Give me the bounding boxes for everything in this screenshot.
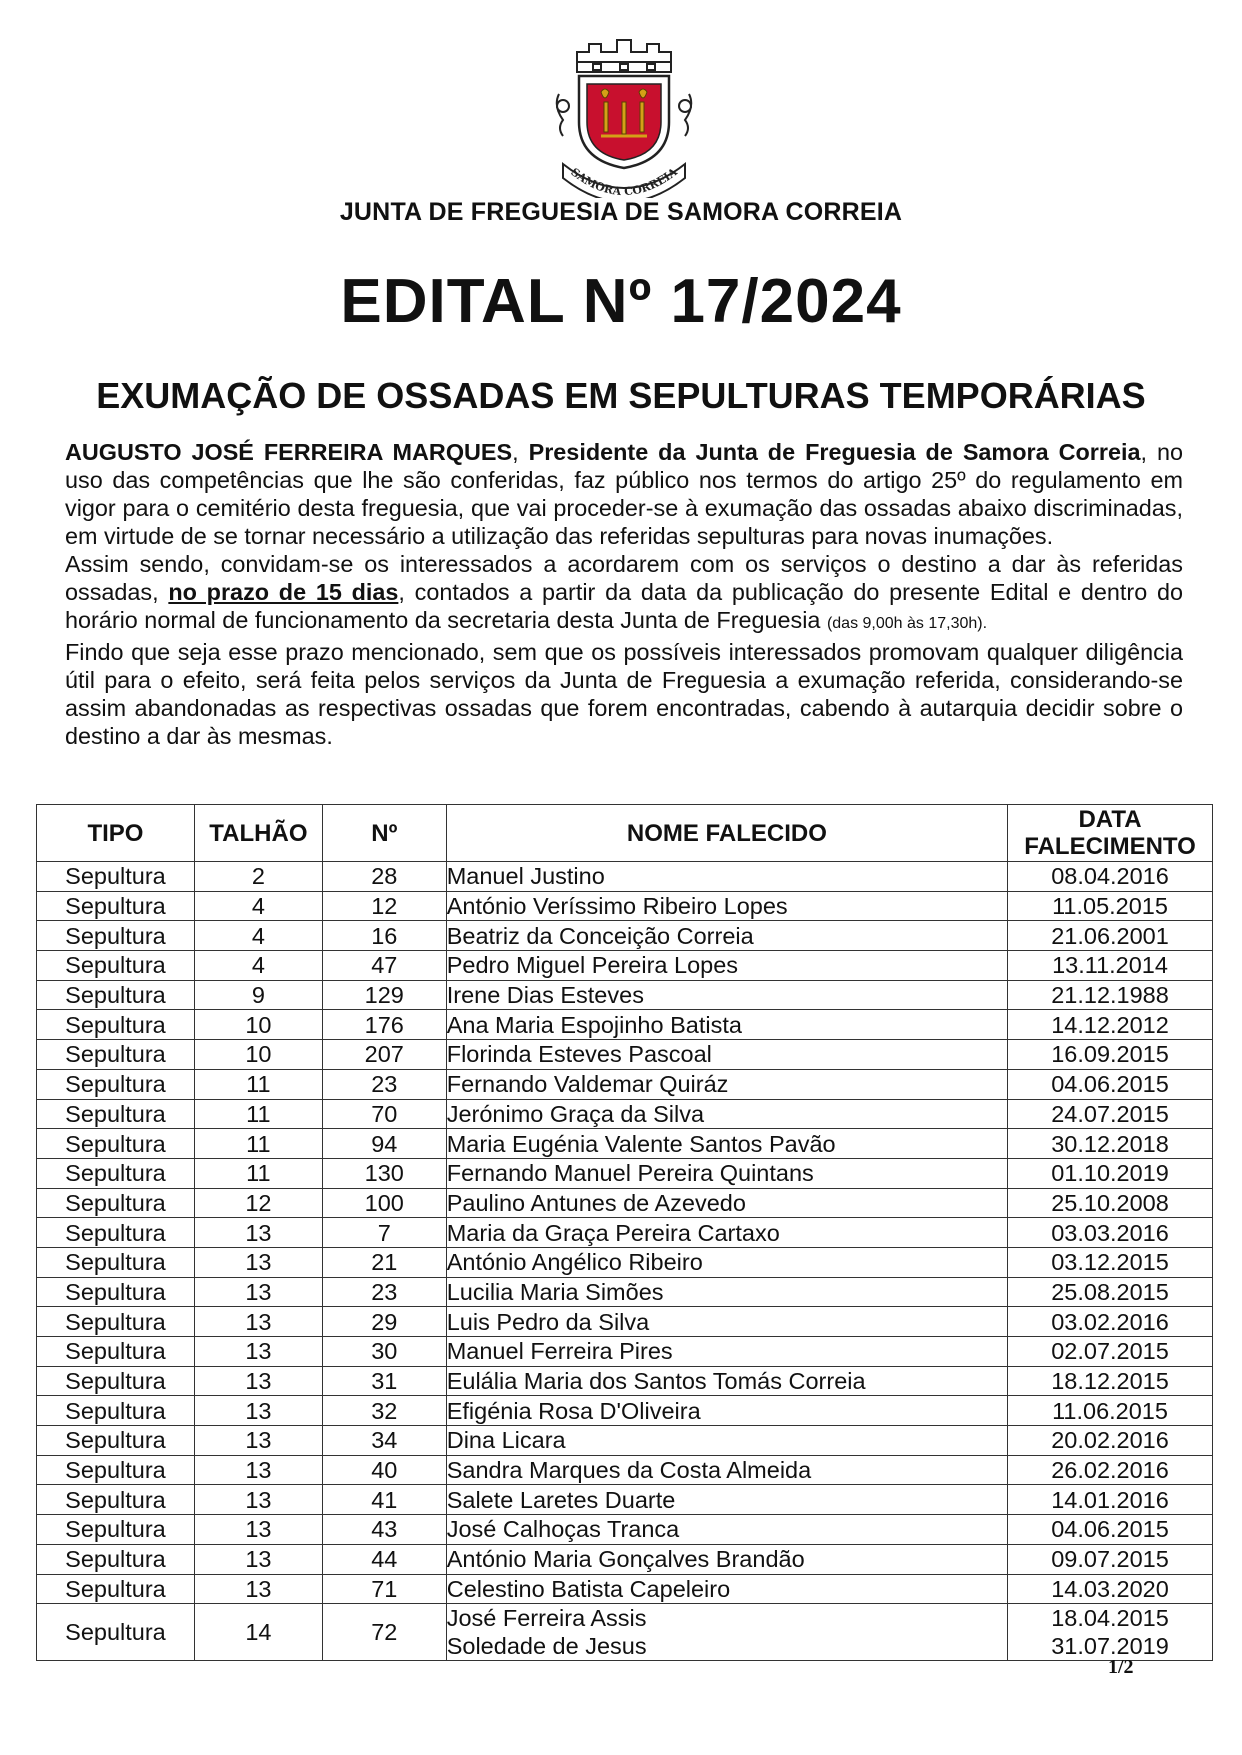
paragraph-consequence: Findo que seja esse prazo mencionado, sem que os possíveis interessados promovam qualquer diligência útil para o efeito, será feita pelos serviços da Junta de Freguesia a exumação referida, considerando-se assim abandonadas as respectivas ossadas que forem encontradas, cabendo à autarquia decidir sobre o destino a dar às mesmas. [65,639,1183,749]
coat-of-arms-icon [549,36,699,198]
cell-nome: Florinda Esteves Pascoal [446,1040,1007,1070]
organization-name: JUNTA DE FREGUESIA DE SAMORA CORREIA [339,198,903,226]
paragraph-announcement: AUGUSTO JOSÉ FERREIRA MARQUES, Presidente da Junta de Freguesia de Samora Correia, no uso das competências que lhe são conferidas, faz público nos termos do artigo 25º do regulamento em vigor para o cemitério desta freguesia, que vai proceder-se à exumação das ossadas abaixo discriminadas, em virtude de se tornar necessário a utilização das referidas sepulturas para novas inumações. [65,439,1184,549]
cell-tipo: Sepultura [37,1247,195,1277]
edital-title: EDITAL Nº 17/2024 [340,267,902,336]
cell-talhao: 12 [194,1188,322,1218]
table-row [37,1247,1213,1277]
cell-tipo: Sepultura [37,1277,195,1307]
cell-numero: 100 [322,1188,446,1218]
cell-nome: Dina Licara [446,1426,1007,1456]
cell-nome: Maria da Graça Pereira Cartaxo [446,1218,1007,1248]
cell-nome: Jerónimo Graça da Silva [446,1099,1007,1129]
cell-nome: Manuel Ferreira Pires [446,1337,1007,1367]
cell-nome: Lucilia Maria Simões [446,1277,1007,1307]
table-row [37,862,1213,892]
cell-tipo: Sepultura [37,1544,195,1574]
cell-nome: Manuel Justino [446,862,1007,892]
cell-data: 14.12.2012 [1008,1010,1213,1040]
cell-nome: Paulino Antunes de Azevedo [446,1188,1007,1218]
cell-nome: António Veríssimo Ribeiro Lopes [446,891,1007,921]
cell-numero: 129 [322,980,446,1010]
cell-nome: Maria Eugénia Valente Santos Pavão [446,1129,1007,1159]
cell-nome: Pedro Miguel Pereira Lopes [446,951,1007,981]
cell-nome: António Angélico Ribeiro [446,1247,1007,1277]
cell-data: 01.10.2019 [1008,1158,1213,1188]
table-row [37,1158,1213,1188]
cell-numero: 130 [322,1158,446,1188]
cell-data: 14.01.2016 [1008,1485,1213,1515]
office-hours: (das 9,00h às 17,30h). [826,615,988,632]
cell-numero: 71 [322,1574,446,1604]
table-row [37,1040,1213,1070]
cell-numero: 176 [322,1010,446,1040]
cell-talhao: 13 [194,1396,322,1426]
cell-tipo: Sepultura [37,891,195,921]
cell-numero: 34 [322,1426,446,1456]
deadline-text: no prazo de 15 dias [168,579,399,605]
cell-tipo: Sepultura [37,1426,195,1456]
cell-numero: 32 [322,1396,446,1426]
cell-talhao: 11 [194,1069,322,1099]
table-row [37,1129,1213,1159]
cell-talhao: 13 [194,1277,322,1307]
header-nome: NOME FALECIDO [446,805,1007,862]
cell-talhao: 13 [194,1307,322,1337]
cell-numero: 72 [322,1604,446,1661]
president-name: AUGUSTO JOSÉ FERREIRA MARQUES [65,439,513,465]
cell-data: 11.06.2015 [1008,1396,1213,1426]
cell-tipo: Sepultura [37,1366,195,1396]
cell-numero: 31 [322,1366,446,1396]
cell-data: 14.03.2020 [1008,1574,1213,1604]
table-row [37,1218,1213,1248]
cell-data: 30.12.2018 [1008,1129,1213,1159]
cell-data: 02.07.2015 [1008,1337,1213,1367]
cell-tipo: Sepultura [37,862,195,892]
cell-numero: 29 [322,1307,446,1337]
cell-nome: António Maria Gonçalves Brandão [446,1544,1007,1574]
cell-tipo: Sepultura [37,1129,195,1159]
cell-talhao: 11 [194,1099,322,1129]
cell-talhao: 10 [194,1010,322,1040]
cell-nome: Efigénia Rosa D'Oliveira [446,1396,1007,1426]
table-row [37,1069,1213,1099]
cell-tipo: Sepultura [37,1010,195,1040]
cell-tipo: Sepultura [37,1218,195,1248]
cell-talhao: 13 [194,1485,322,1515]
cell-numero: 30 [322,1337,446,1367]
cell-tipo: Sepultura [37,1307,195,1337]
cell-nome: Luis Pedro da Silva [446,1307,1007,1337]
cell-numero: 70 [322,1099,446,1129]
edital-body [65,438,1183,750]
cell-nome: Eulália Maria dos Santos Tomás Correia [446,1366,1007,1396]
cell-numero: 41 [322,1485,446,1515]
table-row [37,1366,1213,1396]
table-row [37,951,1213,981]
cell-data: 03.02.2016 [1008,1307,1213,1337]
cell-talhao: 13 [194,1366,322,1396]
cell-talhao: 4 [194,891,322,921]
table-row [37,1396,1213,1426]
cell-numero: 94 [322,1129,446,1159]
cell-numero: 47 [322,951,446,981]
cell-numero: 207 [322,1040,446,1070]
cell-data: 20.02.2016 [1008,1426,1213,1456]
paragraph-invitation: Assim sendo, convidam-se os interessados a acordarem com os serviços o destino a dar às referidas ossadas, no prazo de 15 dias, contados a partir da data da publicação do presente Edital e dentro do horário normal de funcionamento da secretaria desta Junta de Freguesia (das 9,00h às 17,30h). [65,551,1183,633]
cell-talhao: 13 [194,1574,322,1604]
cell-numero: 44 [322,1544,446,1574]
table-row [37,1188,1213,1218]
cell-data: 16.09.2015 [1008,1040,1213,1070]
cell-talhao: 4 [194,921,322,951]
header-talhao: TALHÃO [194,805,322,862]
cell-nome: José Ferreira Assis Soledade de Jesus [446,1604,1007,1661]
table-row [37,921,1213,951]
cell-data: 08.04.2016 [1008,862,1213,892]
cell-nome: Ana Maria Espojinho Batista [446,1010,1007,1040]
cell-tipo: Sepultura [37,980,195,1010]
cell-data: 26.02.2016 [1008,1455,1213,1485]
cell-data: 24.07.2015 [1008,1099,1213,1129]
table-row [37,1099,1213,1129]
cell-tipo: Sepultura [37,1337,195,1367]
table-row [37,1307,1213,1337]
edital-subject: EXUMAÇÃO DE OSSADAS EM SEPULTURAS TEMPORÁRIAS [96,375,1146,416]
cell-nome: Irene Dias Esteves [446,980,1007,1010]
cell-tipo: Sepultura [37,1040,195,1070]
president-role: Presidente da Junta de Freguesia de Samora Correia [528,439,1141,465]
cell-numero: 7 [322,1218,446,1248]
table-row [37,891,1213,921]
cell-tipo: Sepultura [37,1515,195,1545]
cell-nome: Sandra Marques da Costa Almeida [446,1455,1007,1485]
table-row [37,1544,1213,1574]
header-tipo: TIPO [37,805,195,862]
table-row [37,1337,1213,1367]
cell-tipo: Sepultura [37,1604,195,1661]
cell-nome: Fernando Valdemar Quiráz [446,1069,1007,1099]
cell-talhao: 4 [194,951,322,981]
cell-tipo: Sepultura [37,1455,195,1485]
cell-data: 25.08.2015 [1008,1277,1213,1307]
cell-numero: 43 [322,1515,446,1545]
cell-nome: Beatriz da Conceição Correia [446,921,1007,951]
cell-numero: 28 [322,862,446,892]
cell-data: 21.12.1988 [1008,980,1213,1010]
cell-talhao: 13 [194,1455,322,1485]
cell-tipo: Sepultura [37,1069,195,1099]
cell-data: 18.12.2015 [1008,1366,1213,1396]
cell-data: 04.06.2015 [1008,1515,1213,1545]
header-numero: Nº [322,805,446,862]
table-row [37,1277,1213,1307]
cell-numero: 40 [322,1455,446,1485]
table-row-double [37,1604,1213,1661]
cell-tipo: Sepultura [37,921,195,951]
cell-data: 13.11.2014 [1008,951,1213,981]
cell-talhao: 10 [194,1040,322,1070]
cell-tipo: Sepultura [37,1485,195,1515]
cell-talhao: 13 [194,1337,322,1367]
cell-numero: 23 [322,1069,446,1099]
cell-talhao: 13 [194,1426,322,1456]
cell-talhao: 11 [194,1158,322,1188]
cell-talhao: 13 [194,1515,322,1545]
table-row [37,1455,1213,1485]
cell-nome: José Calhoças Tranca [446,1515,1007,1545]
cell-talhao: 14 [194,1604,322,1661]
cell-nome: Celestino Batista Capeleiro [446,1574,1007,1604]
table-header-row [37,805,1213,862]
cell-data: 25.10.2008 [1008,1188,1213,1218]
crest-motto: SAMORA CORREIA [568,165,680,198]
cell-talhao: 13 [194,1247,322,1277]
cell-data: 18.04.2015 31.07.2019 [1008,1604,1213,1661]
cell-data: 09.07.2015 [1008,1544,1213,1574]
cell-nome: Fernando Manuel Pereira Quintans [446,1158,1007,1188]
cell-tipo: Sepultura [37,1099,195,1129]
table-row [37,1515,1213,1545]
cell-nome: Salete Laretes Duarte [446,1485,1007,1515]
table-row [37,1010,1213,1040]
cell-data: 21.06.2001 [1008,921,1213,951]
cell-talhao: 13 [194,1544,322,1574]
cell-tipo: Sepultura [37,1158,195,1188]
table-row [37,1426,1213,1456]
cell-tipo: Sepultura [37,951,195,981]
table-row [37,1485,1213,1515]
cell-talhao: 2 [194,862,322,892]
cell-numero: 12 [322,891,446,921]
cell-data: 03.12.2015 [1008,1247,1213,1277]
cell-numero: 16 [322,921,446,951]
cell-numero: 21 [322,1247,446,1277]
header-data: DATA FALECIMENTO [1008,805,1213,862]
table-row [37,980,1213,1010]
cell-data: 11.05.2015 [1008,891,1213,921]
cell-numero: 23 [322,1277,446,1307]
page-number: 1/2 [1108,1656,1134,1678]
cell-data: 04.06.2015 [1008,1069,1213,1099]
cell-talhao: 13 [194,1218,322,1248]
exhumation-table [36,804,1213,1661]
cell-talhao: 11 [194,1129,322,1159]
cell-tipo: Sepultura [37,1574,195,1604]
cell-tipo: Sepultura [37,1396,195,1426]
cell-talhao: 9 [194,980,322,1010]
cell-tipo: Sepultura [37,1188,195,1218]
cell-data: 03.03.2016 [1008,1218,1213,1248]
table-row [37,1574,1213,1604]
